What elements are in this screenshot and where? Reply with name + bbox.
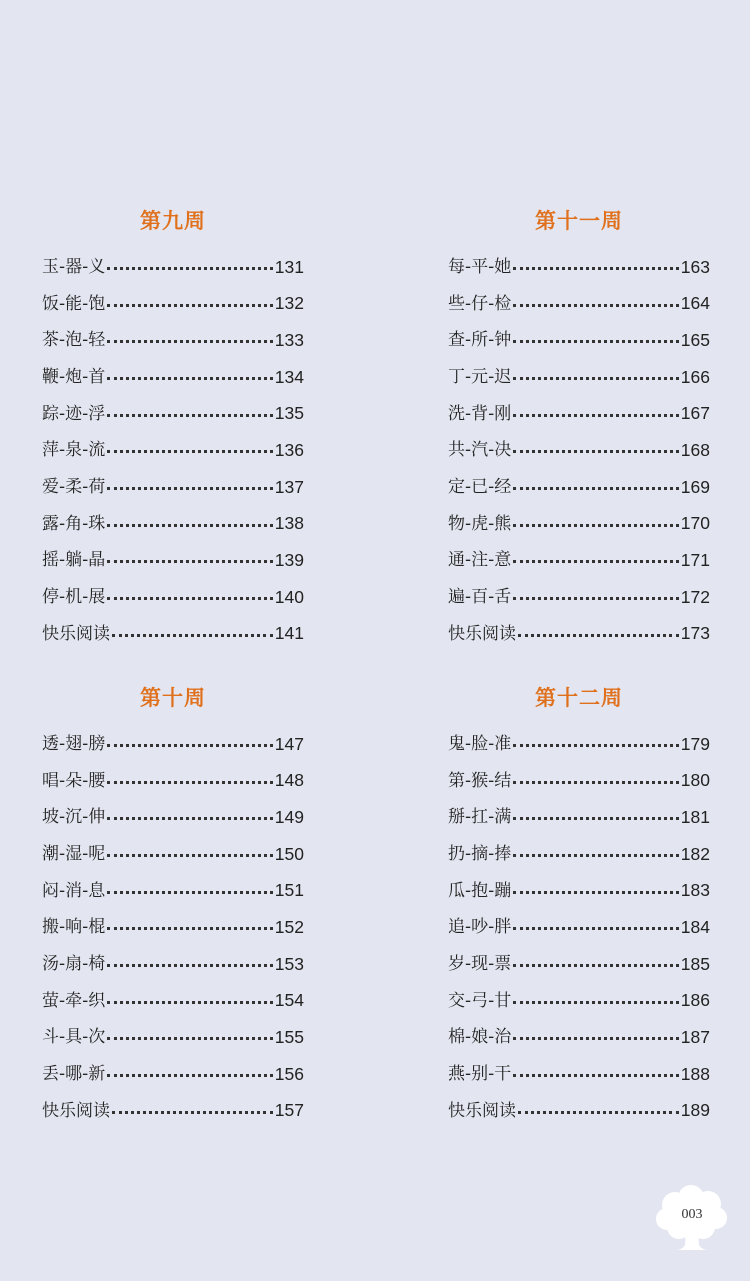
entry-page: 173 (680, 623, 710, 644)
toc-entry[interactable] (42, 983, 304, 1020)
entry-label: 快乐阅读 (42, 623, 110, 644)
entry-label: 丢-哪-新 (42, 1064, 106, 1085)
section-title: 第十周 (140, 686, 206, 710)
entry-page: 131 (274, 256, 304, 277)
entry-page: 169 (680, 476, 710, 497)
entry-page: 168 (680, 440, 710, 461)
leader-dots (513, 267, 679, 270)
leader-dots (513, 560, 679, 563)
entry-label: 快乐阅读 (42, 1100, 110, 1121)
toc-entry[interactable] (42, 836, 304, 873)
entry-page: 188 (680, 1063, 710, 1084)
section-title: 第十二周 (535, 686, 623, 710)
entry-label: 追-吵-胖 (448, 917, 512, 938)
leader-dots (107, 1074, 273, 1077)
entry-label: 坡-沉-伸 (42, 807, 106, 828)
entry-label: 第-猴-结 (448, 770, 512, 791)
toc-entry[interactable] (448, 726, 710, 763)
entry-page: 137 (274, 476, 304, 497)
page-number-badge (655, 1185, 729, 1251)
entry-page: 135 (274, 403, 304, 424)
leader-dots (513, 414, 679, 417)
toc-entry[interactable] (448, 1093, 710, 1130)
entry-page: 151 (274, 880, 304, 901)
toc-entry[interactable] (42, 909, 304, 946)
entry-label: 物-虎-熊 (448, 513, 512, 534)
entry-page: 189 (680, 1100, 710, 1121)
toc-entry[interactable] (42, 249, 304, 286)
leader-dots (107, 597, 273, 600)
leader-dots (513, 1037, 679, 1040)
toc-entry[interactable] (42, 946, 304, 983)
entry-label: 茶-泡-轻 (42, 330, 106, 351)
entry-page: 165 (680, 329, 710, 350)
entry-page: 156 (274, 1063, 304, 1084)
entry-page: 140 (274, 586, 304, 607)
toc-entry[interactable] (42, 726, 304, 763)
toc-entry[interactable] (448, 506, 710, 543)
toc-entry[interactable] (42, 506, 304, 543)
leader-dots (107, 304, 273, 307)
leader-dots (513, 964, 679, 967)
toc-entry[interactable] (448, 543, 710, 580)
toc-entry[interactable] (448, 909, 710, 946)
toc-list (42, 726, 304, 1130)
toc-entry[interactable] (42, 543, 304, 580)
entry-page: 157 (274, 1100, 304, 1121)
toc-entry[interactable] (448, 836, 710, 873)
toc-entry[interactable] (448, 249, 710, 286)
leader-dots (107, 854, 273, 857)
toc-entry[interactable] (448, 873, 710, 910)
entry-label: 棉-娘-治 (448, 1027, 512, 1048)
leader-dots (513, 487, 679, 490)
leader-dots (112, 634, 273, 637)
leader-dots (513, 524, 679, 527)
entry-label: 扔-摘-捧 (448, 843, 512, 864)
leader-dots (107, 340, 273, 343)
entry-page: 172 (680, 586, 710, 607)
toc-list (42, 249, 304, 653)
leader-dots (107, 267, 273, 270)
entry-page: 163 (680, 256, 710, 277)
leader-dots (107, 414, 273, 417)
toc-entry[interactable] (42, 799, 304, 836)
leader-dots (513, 377, 679, 380)
section-title: 第九周 (140, 209, 206, 233)
toc-entry[interactable] (448, 286, 710, 323)
entry-label: 露-角-珠 (42, 513, 106, 534)
entry-label: 萤-牵-织 (42, 990, 106, 1011)
toc-entry[interactable] (448, 946, 710, 983)
toc-list (448, 726, 710, 1130)
leader-dots (513, 1074, 679, 1077)
entry-page: 153 (274, 953, 304, 974)
leader-dots (107, 1001, 273, 1004)
toc-entry[interactable] (42, 873, 304, 910)
entry-label: 玉-器-义 (42, 256, 106, 277)
toc-entry[interactable] (448, 983, 710, 1020)
entry-label: 爱-柔-荷 (42, 476, 106, 497)
page-number: 003 (681, 1207, 703, 1222)
leader-dots (513, 927, 679, 930)
leader-dots (107, 744, 273, 747)
toc-entry[interactable] (448, 359, 710, 396)
entry-page: 184 (680, 917, 710, 938)
entry-page: 187 (680, 1027, 710, 1048)
leader-dots (107, 927, 273, 930)
entry-label: 踪-迹-浮 (42, 403, 106, 424)
leader-dots (107, 964, 273, 967)
entry-label: 萍-泉-流 (42, 440, 106, 461)
entry-page: 171 (680, 550, 710, 571)
leader-dots (513, 891, 679, 894)
leader-dots (107, 524, 273, 527)
entry-label: 潮-湿-呢 (42, 843, 106, 864)
toc-entry[interactable] (42, 469, 304, 506)
entry-page: 166 (680, 366, 710, 387)
leader-dots (107, 450, 273, 453)
toc-entry[interactable] (42, 763, 304, 800)
entry-label: 斗-具-次 (42, 1027, 106, 1048)
entry-page: 134 (274, 366, 304, 387)
entry-label: 洗-背-刚 (448, 403, 512, 424)
entry-page: 132 (274, 293, 304, 314)
entry-page: 139 (274, 550, 304, 571)
toc-list (448, 249, 710, 653)
entry-label: 每-平-她 (448, 256, 512, 277)
leader-dots (513, 744, 679, 747)
toc-entry[interactable] (448, 396, 710, 433)
entry-label: 遍-百-舌 (448, 587, 512, 608)
entry-label: 鞭-炮-首 (42, 366, 106, 387)
leader-dots (518, 634, 679, 637)
leader-dots (112, 1111, 273, 1114)
entry-label: 通-注-意 (448, 550, 512, 571)
entry-page: 148 (274, 770, 304, 791)
entry-label: 丁-元-迟 (448, 366, 512, 387)
leader-dots (107, 891, 273, 894)
entry-page: 179 (680, 733, 710, 754)
leader-dots (513, 1001, 679, 1004)
entry-page: 150 (274, 843, 304, 864)
entry-page: 141 (274, 623, 304, 644)
toc-entry[interactable] (42, 579, 304, 616)
entry-page: 167 (680, 403, 710, 424)
entry-page: 164 (680, 293, 710, 314)
toc-entry[interactable] (42, 616, 304, 653)
toc-entry[interactable] (42, 1056, 304, 1093)
entry-label: 交-弓-甘 (448, 990, 512, 1011)
entry-page: 181 (680, 806, 710, 827)
entry-page: 183 (680, 880, 710, 901)
toc-entry[interactable] (448, 469, 710, 506)
toc-entry[interactable] (42, 359, 304, 396)
leader-dots (107, 817, 273, 820)
entry-label: 掰-扛-满 (448, 807, 512, 828)
toc-entry[interactable] (42, 1020, 304, 1057)
entry-page: 155 (274, 1027, 304, 1048)
entry-label: 瓜-抱-蹦 (448, 880, 512, 901)
leader-dots (513, 854, 679, 857)
leader-dots (513, 781, 679, 784)
toc-entry[interactable] (42, 432, 304, 469)
entry-label: 搬-响-棍 (42, 917, 106, 938)
leader-dots (107, 377, 273, 380)
entry-page: 154 (274, 990, 304, 1011)
leader-dots (513, 304, 679, 307)
leader-dots (513, 817, 679, 820)
leader-dots (107, 487, 273, 490)
entry-label: 饭-能-饱 (42, 293, 106, 314)
toc-entry[interactable] (448, 616, 710, 653)
entry-label: 快乐阅读 (448, 623, 516, 644)
entry-page: 170 (680, 513, 710, 534)
entry-label: 燕-别-干 (448, 1064, 512, 1085)
entry-label: 查-所-钟 (448, 330, 512, 351)
entry-label: 些-仔-检 (448, 293, 512, 314)
leader-dots (518, 1111, 679, 1114)
entry-page: 185 (680, 953, 710, 974)
entry-page: 186 (680, 990, 710, 1011)
entry-label: 透-翅-膀 (42, 733, 106, 754)
entry-page: 136 (274, 440, 304, 461)
toc-entry[interactable] (42, 322, 304, 359)
leader-dots (513, 450, 679, 453)
entry-label: 共-汽-决 (448, 440, 512, 461)
entry-page: 133 (274, 329, 304, 350)
toc-entry[interactable] (448, 432, 710, 469)
leader-dots (107, 781, 273, 784)
entry-page: 149 (274, 806, 304, 827)
entry-label: 停-机-展 (42, 587, 106, 608)
entry-page: 152 (274, 917, 304, 938)
leader-dots (513, 597, 679, 600)
toc-entry[interactable] (42, 286, 304, 323)
toc-entry[interactable] (448, 579, 710, 616)
entry-page: 182 (680, 843, 710, 864)
toc-entry[interactable] (448, 1056, 710, 1093)
toc-entry[interactable] (448, 799, 710, 836)
toc-entry[interactable] (448, 322, 710, 359)
leader-dots (107, 560, 273, 563)
entry-label: 岁-现-票 (448, 953, 512, 974)
toc-entry[interactable] (42, 1093, 304, 1130)
leader-dots (107, 1037, 273, 1040)
entry-page: 138 (274, 513, 304, 534)
entry-label: 唱-朵-腰 (42, 770, 106, 791)
entry-page: 147 (274, 733, 304, 754)
entry-label: 摇-躺-晶 (42, 550, 106, 571)
entry-page: 180 (680, 770, 710, 791)
toc-entry[interactable] (448, 1020, 710, 1057)
leader-dots (513, 340, 679, 343)
entry-label: 鬼-脸-准 (448, 733, 512, 754)
toc-entry[interactable] (448, 763, 710, 800)
entry-label: 定-已-经 (448, 476, 512, 497)
section-title: 第十一周 (535, 209, 623, 233)
toc-entry[interactable] (42, 396, 304, 433)
entry-label: 闷-消-息 (42, 880, 106, 901)
entry-label: 快乐阅读 (448, 1100, 516, 1121)
entry-label: 汤-扇-椅 (42, 953, 106, 974)
